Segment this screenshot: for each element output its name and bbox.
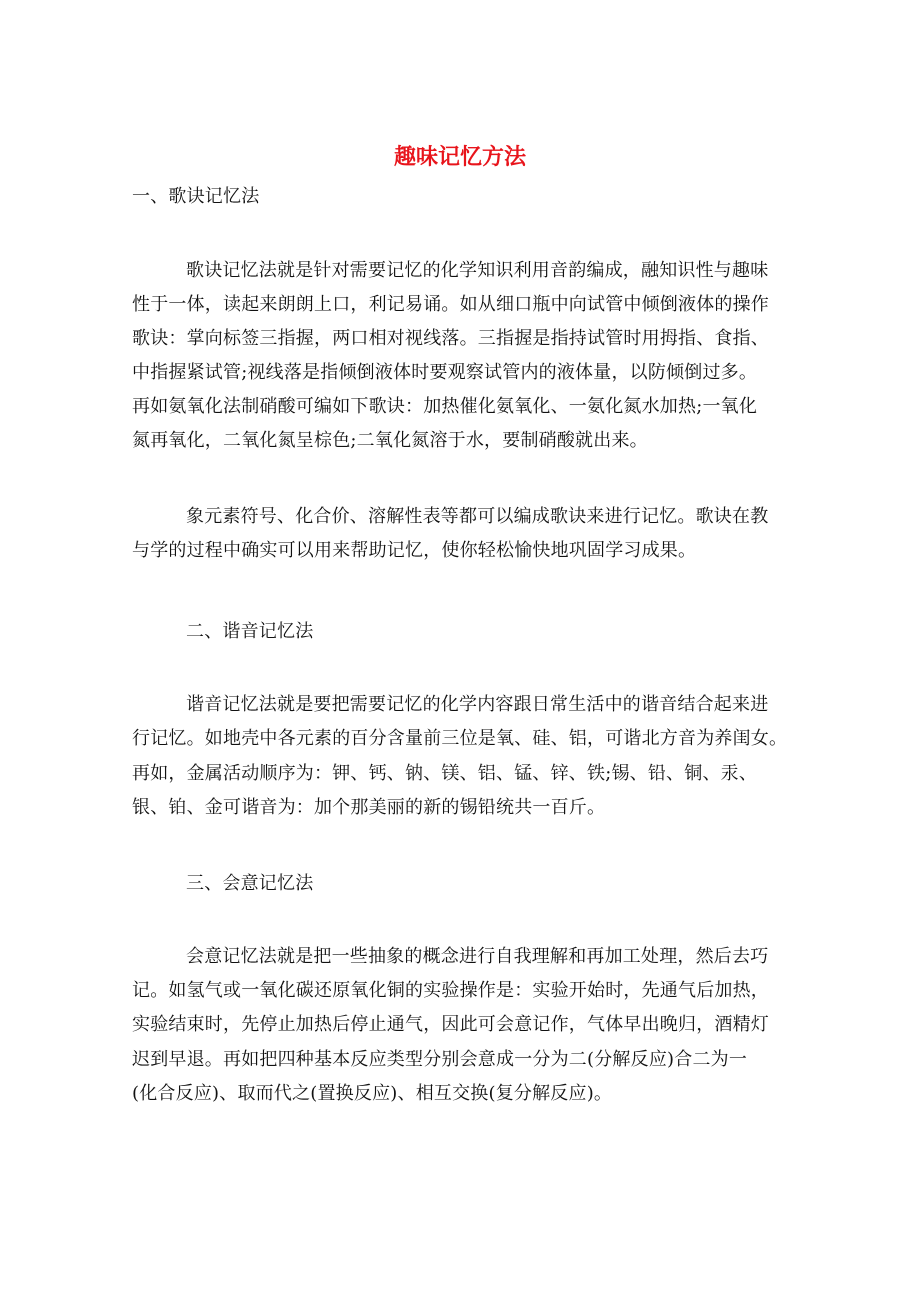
text-line: 银、铂、金可谐音为：加个那美丽的新的锡铅统共一百斤。	[132, 797, 606, 818]
text-line: 迟到早退。再如把四种基本反应类型分别会意成一分为二(分解反应)合二为一	[132, 1049, 748, 1070]
section-heading: 二、谐音记忆法	[186, 621, 314, 642]
text-line: (化合反应)、取而代之(置换反应)、相互交换(复分解反应)。	[132, 1083, 613, 1104]
text-line: 象元素符号、化合价、溶解性表等都可以编成歌诀来进行记忆。歌诀在教	[186, 506, 769, 527]
text-line: 氮再氧化，二氧化氮呈棕色;二氧化氮溶于水，要制硝酸就出来。	[132, 430, 648, 451]
text-line: 再如氨氧化法制硝酸可编如下歌诀：加热催化氨氧化、一氨化氮水加热;一氧化	[132, 396, 758, 417]
section-heading: 一、歌诀记忆法	[132, 186, 260, 207]
text-line: 会意记忆法就是把一些抽象的概念进行自我理解和再加工处理，然后去巧	[186, 946, 769, 967]
text-line: 与学的过程中确实可以用来帮助记忆，使你轻松愉快地巩固学习成果。	[132, 540, 697, 561]
text-line: 实验结束时，先停止加热后停止通气，因此可会意记作，气体早出晚归，酒精灯	[132, 1014, 769, 1035]
page-title: 趣味记忆方法	[393, 144, 526, 170]
section-heading: 三、会意记忆法	[186, 873, 314, 894]
text-line: 再如，金属活动顺序为：钾、钙、钠、镁、铝、锰、锌、铁;锡、铅、铜、汞、	[132, 763, 758, 784]
text-line: 歌诀记忆法就是针对需要记忆的化学知识利用音韵编成，融知识性与趣味	[186, 260, 769, 281]
text-line: 性于一体，读起来朗朗上口，利记易诵。如从细口瓶中向试管中倾倒液体的操作	[132, 294, 769, 315]
text-line: 歌诀：掌向标签三指握，两口相对视线落。三指握是指持试管时用拇指、食指、	[132, 328, 769, 349]
text-line: 中指握紧试管;视线落是指倾倒液体时要观察试管内的液体量，以防倾倒过多。	[132, 362, 758, 383]
text-line: 谐音记忆法就是要把需要记忆的化学内容跟日常生活中的谐音结合起来进	[186, 694, 769, 715]
text-line: 记。如氢气或一氧化碳还原氧化铜的实验操作是：实验开始时，先通气后加热，	[132, 980, 769, 1001]
text-line: 行记忆。如地壳中各元素的百分含量前三位是氧、硅、铝，可谐北方音为养闺女。	[132, 728, 788, 749]
